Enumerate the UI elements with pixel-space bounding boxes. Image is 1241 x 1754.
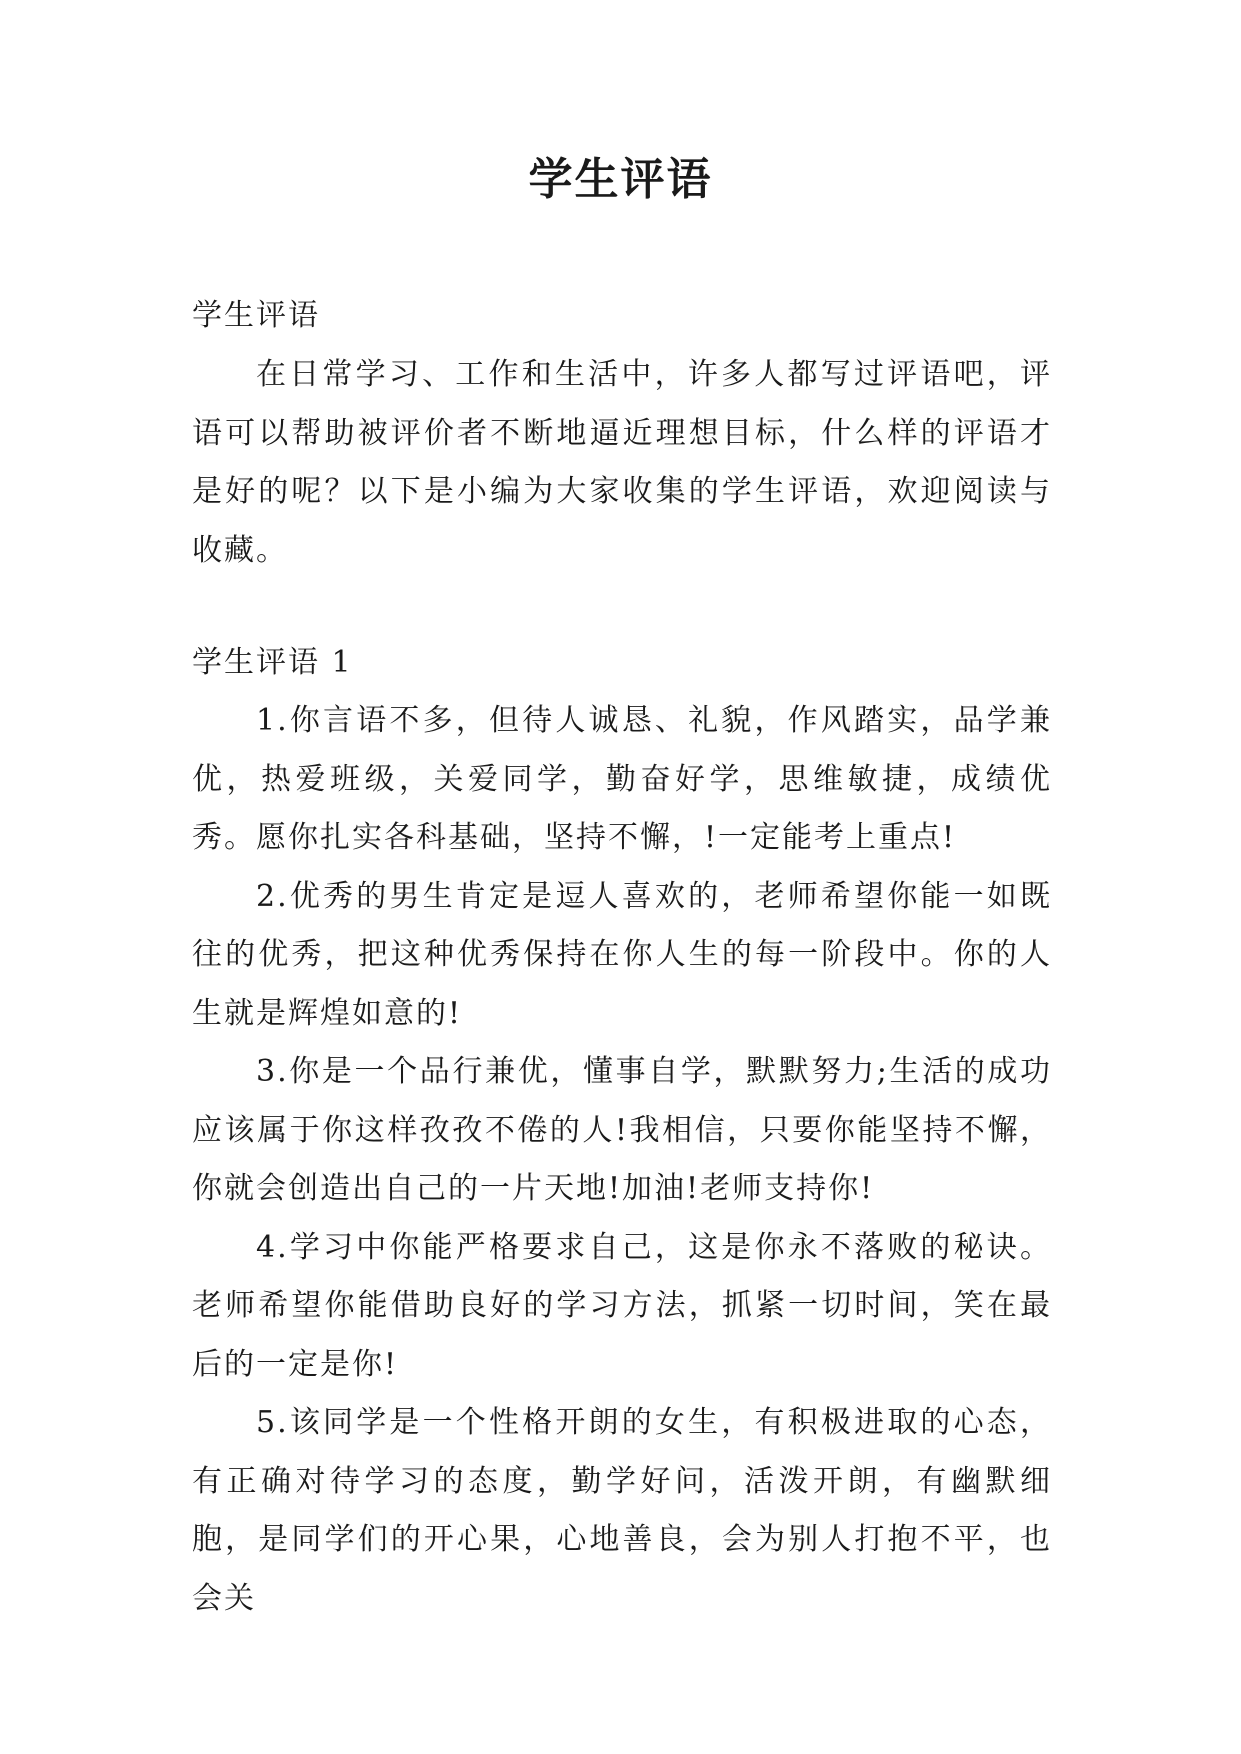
comment-list	[192, 692, 1052, 1628]
comment-item: 2.优秀的男生肯定是逗人喜欢的，老师希望你能一如既往的优秀，把这种优秀保持在你人生的每一阶段中。你的人生就是辉煌如意的!	[192, 878, 1052, 1031]
comment-item: 1.你言语不多，但待人诚恳、礼貌，作风踏实，品学兼优，热爱班级，关爱同学，勤奋好学，思维敏捷，成绩优秀。愿你扎实各科基础，坚持不懈，!一定能考上重点!	[192, 703, 1052, 855]
document-title: 学生评语	[528, 154, 713, 205]
comment-item: 5.该同学是一个性格开朗的女生，有积极进取的心态，有正确对待学习的态度，勤学好问，活泼开朗，有幽默细胞，是同学们的开心果，心地善良，会为别人打抱不平，也会关	[192, 1405, 1052, 1616]
comment-item: 4.学习中你能严格要求自己，这是你永不落败的秘诀。老师希望你能借助良好的学习方法，抓紧一切时间，笑在最后的一定是你!	[192, 1229, 1052, 1382]
section-heading: 学生评语 1	[192, 645, 353, 680]
comment-item: 3.你是一个品行兼优，懂事自学，默默努力;生活的成功应该属于你这样孜孜不倦的人!我相信，只要你能坚持不懈，你就会创造出自己的一片天地!加油!老师支持你!	[192, 1054, 1052, 1206]
intro-heading: 学生评语	[192, 298, 320, 333]
intro-paragraph: 在日常学习、工作和生活中，许多人都写过评语吧，评语可以帮助被评价者不断地逼近理想目标，什么样的评语才是好的呢？以下是小编为大家收集的学生评语，欢迎阅读与收藏。	[192, 357, 1052, 568]
